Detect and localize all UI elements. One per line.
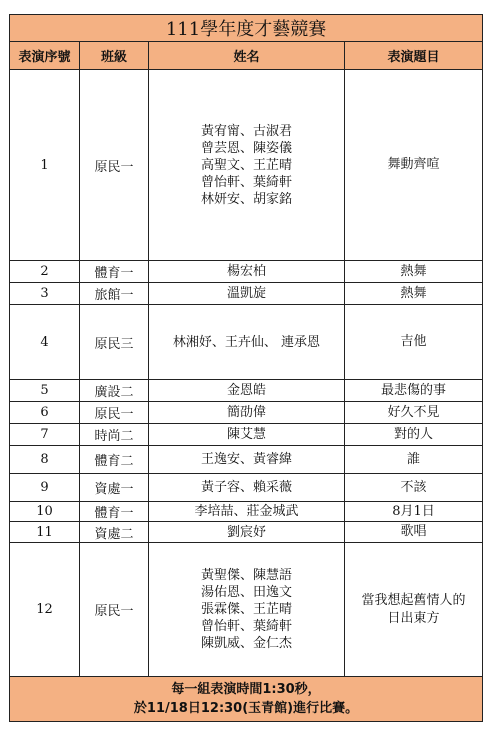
class-cell: 體育一: [80, 261, 149, 283]
class-cell: 體育二: [80, 446, 149, 474]
topic-line: 最悲傷的事: [381, 382, 447, 398]
topic-line: 日出東方: [387, 610, 440, 626]
table-row: [10, 283, 483, 305]
name-line: 林妍安、胡家銘: [200, 191, 292, 207]
class-cell: 體育一: [80, 502, 149, 522]
header-class: 班級: [80, 42, 149, 70]
table-title: 111學年度才藝競賽: [10, 15, 483, 42]
topic-cell: [345, 424, 483, 446]
names-cell: [149, 446, 345, 474]
topic-line: 對的人: [394, 426, 434, 442]
topic-line: 舞動齊喧: [387, 157, 440, 172]
topic-cell: [345, 446, 483, 474]
class-cell: 時尚二: [80, 424, 149, 446]
names-cell: [149, 522, 345, 543]
header-topic: 表演題目: [345, 42, 483, 70]
name-line: 簡劭偉: [226, 405, 266, 420]
name-line: 黃聖傑、陳慧語: [200, 568, 292, 583]
topic-cell: [345, 474, 483, 502]
table-row: [10, 502, 483, 522]
order-cell: 7: [10, 424, 80, 446]
order-cell: 6: [10, 402, 80, 424]
order-cell: 3: [10, 283, 80, 305]
class-cell: 廣設二: [80, 380, 149, 402]
footer-note: [10, 677, 483, 722]
header-name: 姓名: [149, 42, 345, 70]
class-cell: 原民一: [80, 70, 149, 261]
name-line: 溫凱旋: [226, 286, 266, 301]
class-cell: 資處二: [80, 522, 149, 543]
order-cell: 4: [10, 305, 80, 380]
name-line: 曾怡軒、葉綺軒: [200, 619, 292, 634]
names-cell: [149, 283, 345, 305]
name-line: 曾怡軒、葉綺軒: [200, 174, 292, 190]
class-cell: 原民三: [80, 305, 149, 380]
topic-line: 熱舞: [400, 263, 427, 279]
name-line: 湯佑恩、田逸文: [200, 585, 292, 600]
topic-cell: [345, 543, 483, 677]
topic-cell: [345, 305, 483, 380]
table-row: [10, 402, 483, 424]
table-row: [10, 474, 483, 502]
topic-cell: [345, 283, 483, 305]
order-cell: 12: [10, 543, 80, 677]
table-row: [10, 380, 483, 402]
header-row: [10, 42, 483, 70]
order-cell: 1: [10, 70, 80, 261]
names-cell: [149, 380, 345, 402]
topic-cell: [345, 522, 483, 543]
topic-cell: [345, 261, 483, 283]
order-cell: 9: [10, 474, 80, 502]
topic-line: 吉他: [400, 334, 427, 349]
topic-line: 當我想起舊情人的: [361, 592, 466, 608]
table-row: [10, 522, 483, 543]
topic-line: 不該: [400, 479, 427, 495]
topic-line: 熱舞: [400, 285, 427, 301]
table-row: [10, 70, 483, 261]
name-line: 陳艾慧: [226, 427, 266, 442]
name-line: 黃宥甯、古淑君: [200, 123, 292, 139]
name-line: 黃子容、賴采薇: [200, 480, 292, 495]
name-line: 林湘妤、王卉仙、 連承恩: [172, 334, 321, 350]
order-cell: 5: [10, 380, 80, 402]
table-row: [10, 424, 483, 446]
topic-line: 歌唱: [400, 524, 427, 539]
order-cell: 11: [10, 522, 80, 543]
class-cell: 旅館一: [80, 283, 149, 305]
names-cell: [149, 305, 345, 380]
topic-line: 誰: [407, 451, 421, 467]
name-line: 高聖文、王芷晴: [200, 157, 292, 173]
names-cell: [149, 261, 345, 283]
class-cell: 原民一: [80, 402, 149, 424]
order-cell: 10: [10, 502, 80, 522]
header-order: 表演序號: [10, 42, 80, 70]
name-line: 劉宸妤: [226, 524, 266, 540]
footer-line-2: 於11/18日12:30(玉青館)進行比賽。: [133, 701, 359, 716]
names-cell: [149, 474, 345, 502]
names-cell: [149, 543, 345, 677]
competition-table: [9, 14, 483, 722]
names-cell: [149, 424, 345, 446]
class-cell: 資處一: [80, 474, 149, 502]
name-line: 王逸安、黃睿緯: [200, 452, 292, 467]
order-cell: 8: [10, 446, 80, 474]
name-line: 楊宏柏: [226, 264, 266, 279]
name-line: 陳凱威、金仁杰: [200, 636, 292, 651]
names-cell: [149, 70, 345, 261]
names-cell: [149, 402, 345, 424]
name-line: 金恩皓: [226, 383, 266, 398]
table-row: [10, 543, 483, 677]
table-body: [10, 70, 483, 677]
topic-cell: [345, 402, 483, 424]
class-cell: 原民一: [80, 543, 149, 677]
order-cell: 2: [10, 261, 80, 283]
name-line: 李培喆、莊金城武: [194, 504, 299, 519]
table-row: [10, 305, 483, 380]
topic-cell: [345, 380, 483, 402]
footer-line-1: 每一組表演時間1:30秒，: [171, 682, 321, 697]
name-line: 張霖傑、王芷晴: [200, 602, 292, 617]
name-line: 曾芸恩、陳姿儀: [200, 140, 292, 156]
topic-cell: [345, 70, 483, 261]
names-cell: [149, 502, 345, 522]
table-row: [10, 446, 483, 474]
topic-line: 8月1日: [392, 503, 435, 519]
topic-cell: [345, 502, 483, 522]
table-row: [10, 261, 483, 283]
topic-line: 好久不見: [387, 404, 440, 420]
